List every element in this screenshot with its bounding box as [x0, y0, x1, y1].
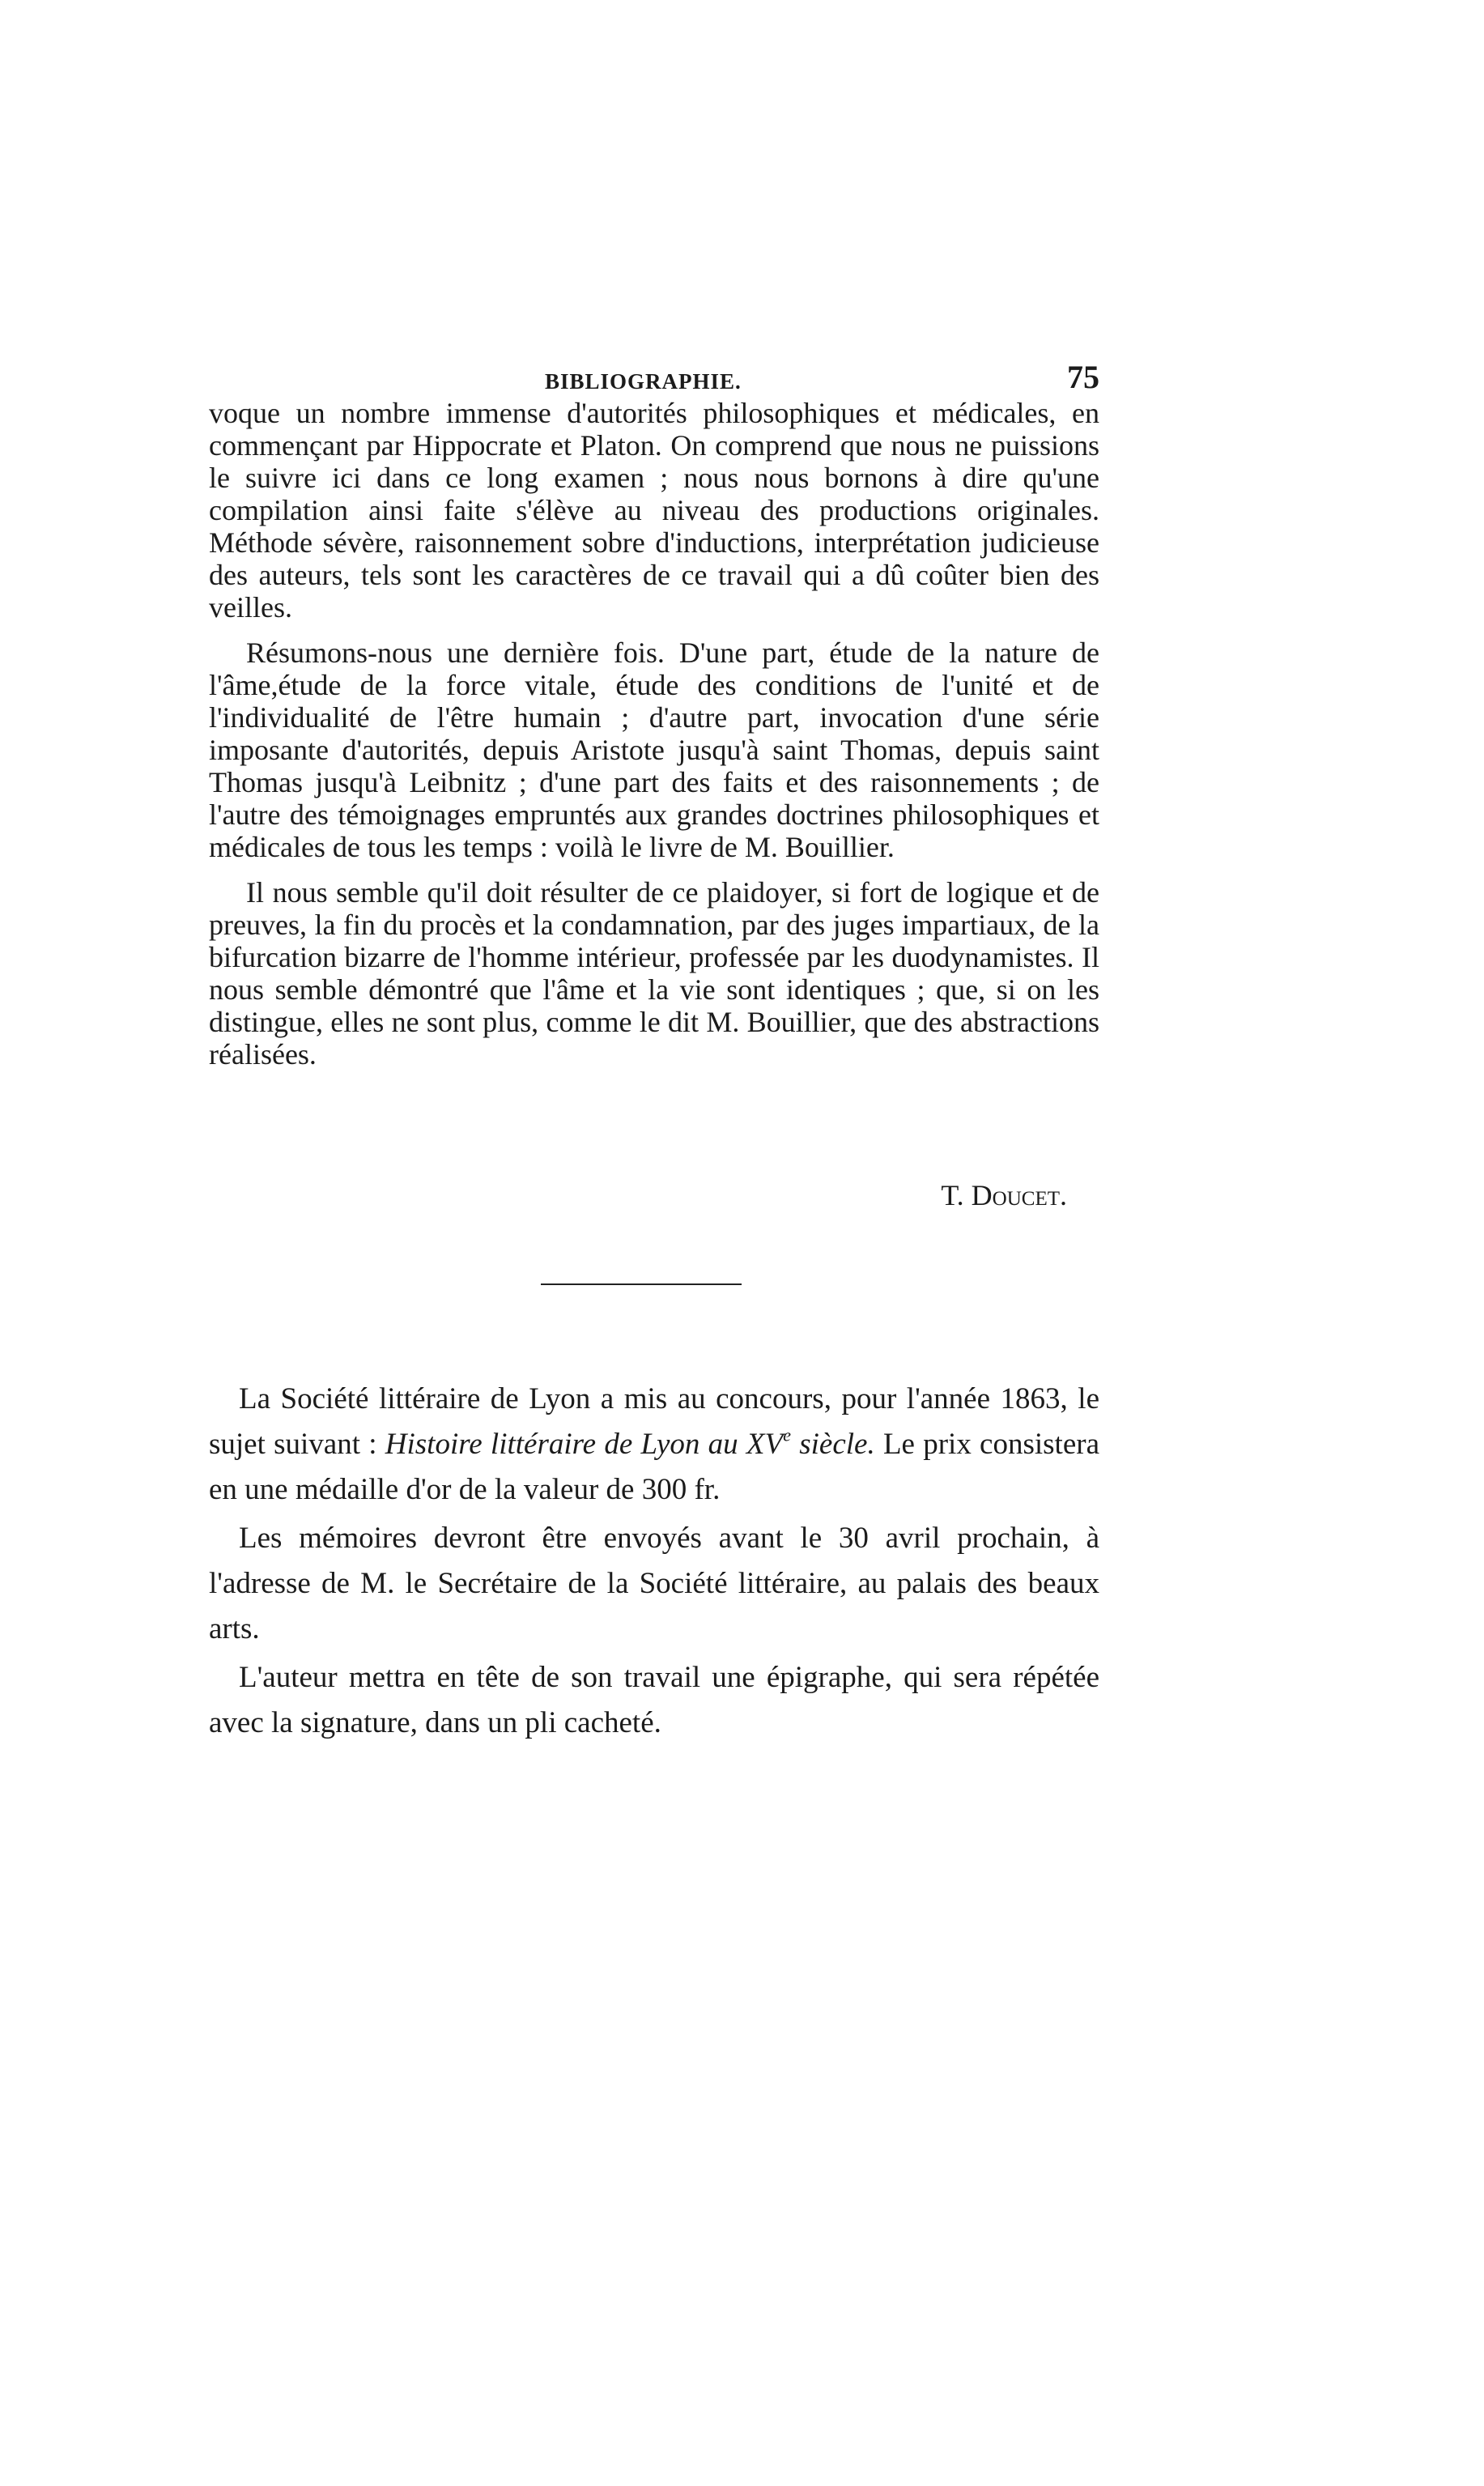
author-signature — [209, 1178, 1099, 1212]
notice-p1-end: Le prix consistera en une médaille d'or de la valeur de 300 fr. — [209, 1428, 1100, 1506]
contest-notice — [209, 1377, 1099, 1749]
review-paragraph-3: Il nous semble qu'il doit résulter de ce plaidoyer, si fort de logique et de preuves, la fin du procès et la condamnation, par des juges impartiaux, de la bifurcation bizarre de l'homme intérieur, professée par les duodynamistes. Il nous semble démontré que l'âme et la vie sont identiques ; que, si on les distingue, elles ne sont plus, comme le dit M. Bouillier, que des abstractions réalisées. — [209, 876, 1099, 1071]
notice-paragraph-2: Les mémoires devront être envoyés avant le 30 avril prochain, à l'adresse de M. le Secrétaire de la Société littéraire, au palais des beaux arts. — [209, 1522, 1099, 1645]
signature-name: Doucet. — [971, 1179, 1067, 1211]
notice-p1-start: La Société littéraire de Lyon a mis au concours, pour l'année 1863, le sujet suivant : — [209, 1382, 1099, 1461]
notice-paragraph-1 — [209, 1377, 1099, 1513]
contest-subject-title — [385, 1424, 875, 1461]
notice-paragraph-3: L'auteur mettra en tête de son travail une épigraphe, qui sera répétée avec la signature, dans un pli cacheté. — [209, 1661, 1099, 1739]
century-superscript: e — [783, 1424, 791, 1445]
contest-title-end: siècle. — [790, 1428, 875, 1461]
running-head: BIBLIOGRAPHIE. — [545, 369, 742, 394]
page-number: 75 — [1067, 359, 1099, 395]
review-paragraph-1: voque un nombre immense d'autorités philosophiques et médicales, en commençant par Hippocrate et Platon. On comprend que nous ne puissions le suivre ici dans ce long examen ; nous nous bornons à dire qu'une compilation ainsi faite s'élève au niveau des productions originales. Méthode sévère, raisonnement sobre d'inductions, interprétation judicieuse des auteurs, tels sont les caractères de ce travail qui a dû coûter bien des veilles. — [209, 397, 1099, 624]
review-paragraph-2: Résumons-nous une dernière fois. D'une part, étude de la nature de l'âme,étude de la force vitale, étude des conditions de l'unité et de l'individualité de l'être humain ; d'autre part, invocation d'une série imposante d'autorités, depuis Aristote jusqu'à saint Thomas, depuis saint Thomas jusqu'à Leibnitz ; d'une part des faits et des raisonnements ; de l'autre des témoignages empruntés aux grandes doctrines philosophiques et médicales de tous les temps : voilà le livre de M. Bouillier. — [209, 636, 1099, 863]
signature-initial: T. — [941, 1179, 964, 1211]
section-divider — [541, 1283, 742, 1285]
contest-title-text: Histoire littéraire de Lyon au XV — [385, 1428, 784, 1461]
review-text — [209, 397, 1099, 1083]
